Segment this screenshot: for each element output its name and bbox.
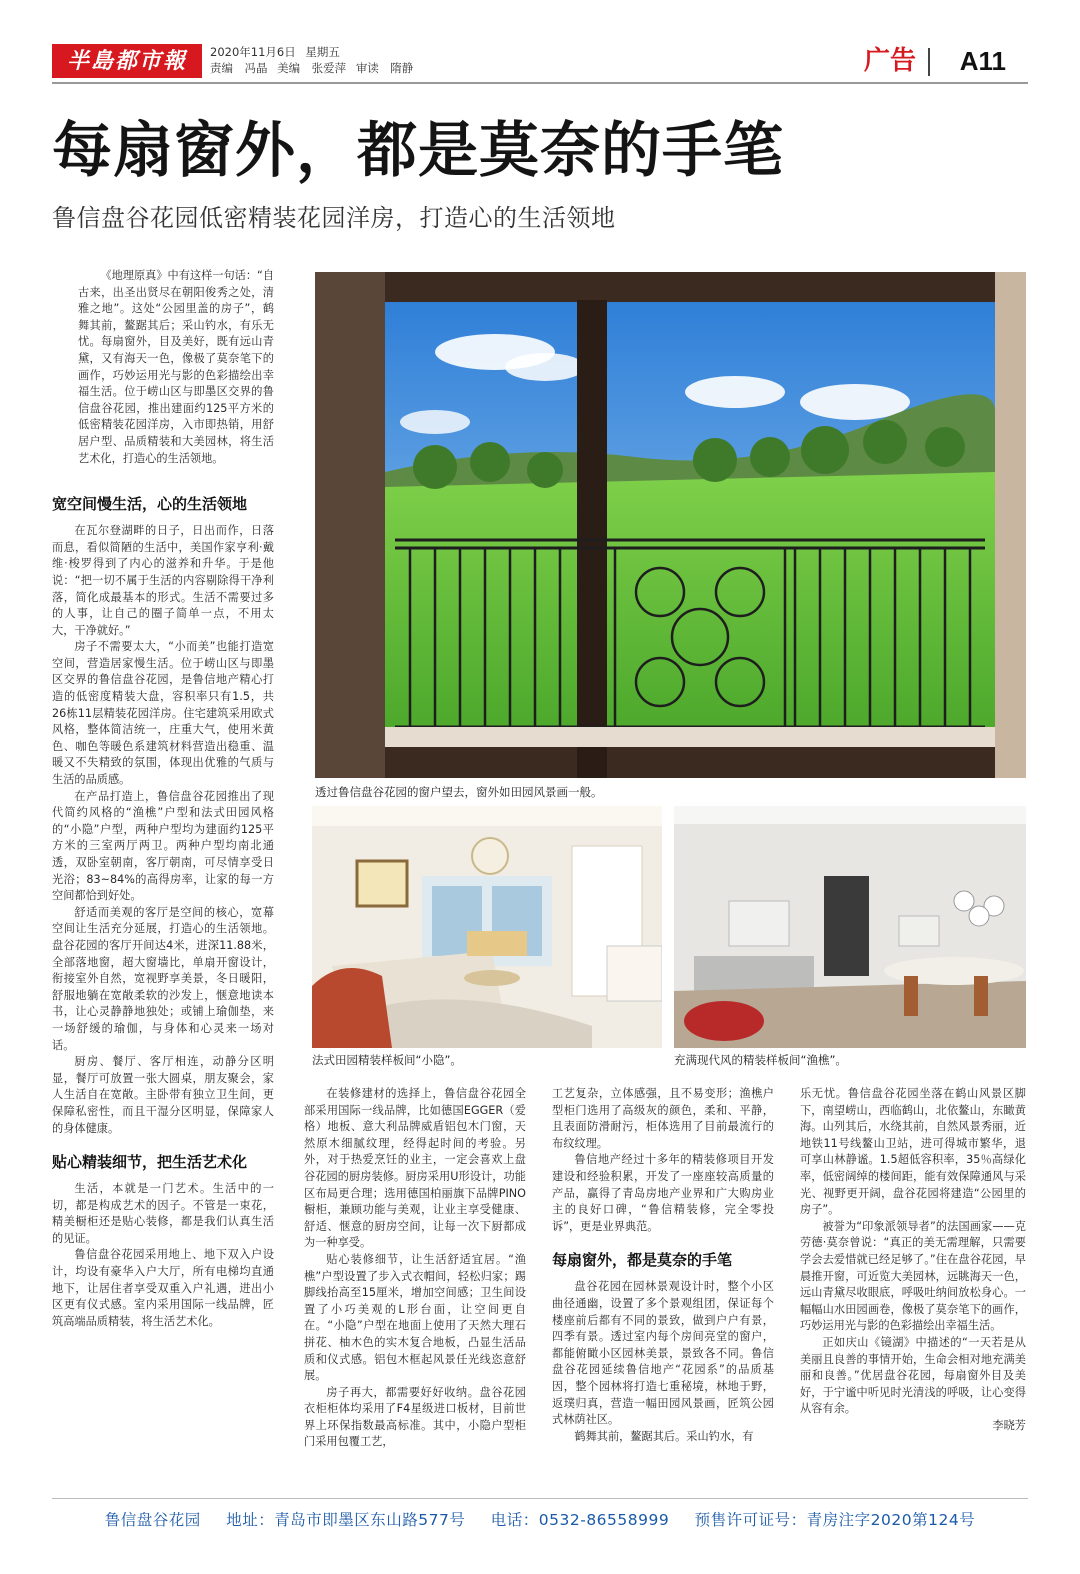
footer-rule — [52, 1498, 1028, 1499]
paragraph: 在装修建材的选择上，鲁信盘谷花园全部采用国际一线品牌，比如德国EGGER（爱格）地板、意大利品牌威盾铝包木门窗，天然原木细腻纹理，经得起时间的考验。另外，对于热爱烹饪的业主，一定会喜欢上盘谷花园的厨房装修。厨房采用U形设计，功能区布局更合理；选用德国柏丽旗下品牌PINO橱柜，兼顾功能与美观，让业主享受健康、舒适、惬意的厨房空间，让每一次下厨都成为一种享受。 — [304, 1087, 526, 1250]
paragraph: 厨房、餐厅、客厅相连，动静分区明显，餐厅可放置一张大圆桌，朋友聚会，家人生活自在宽敞。主卧带有独立卫生间，更保障私密性，而且干湿分区明显，保障家人的身体健康。 — [52, 1055, 274, 1135]
footer-permit: 预售许可证号：青房注字2020第124号 — [694, 1511, 976, 1529]
issue-meta — [210, 44, 419, 76]
paragraph: 鹤舞其前，鳌踞其后。采山钓水，有 — [574, 1429, 754, 1443]
article-column-2 — [304, 1086, 526, 1451]
subheading-monet: 每扇窗外，都是莫奈的手笔 — [552, 1251, 733, 1270]
paragraph: 被誉为“印象派领导者”的法国画家——克劳德·莫奈曾说：“真正的美无需理解，只需要学会去爱惜就已经足够了。”住在盘谷花园，早晨推开窗，可近览大美园林，远眺海天一色，远山青黛尽收眼底，呼吸吐纳间放松身心。一幅幅山水田园画卷，像极了莫奈笔下的画作，巧妙运用光与影的色彩描绘出幸福生活。 — [800, 1219, 1026, 1333]
photo-xiaoyin-room — [312, 806, 662, 1048]
editor-credit: 责编 冯晶 — [210, 61, 268, 75]
photo-yuqiao-room — [674, 806, 1026, 1048]
paragraph: 鲁信盘谷花园采用地上、地下双入户设计，均设有豪华入户大厅，所有电梯均直通地下，让居住者享受双重入户礼遇，进出小区更有仪式感。室内采用国际一线品牌，匠筑高端品质精装，将生活艺术化。 — [52, 1248, 274, 1328]
intro-paragraph — [52, 268, 274, 467]
newspaper-logo: 半島都市報 — [52, 44, 202, 78]
masthead — [52, 44, 1028, 80]
proofreader-credit: 审读 隋静 — [355, 61, 414, 75]
yuqiao-caption: 充满现代风的精装样板间“渔樵”。 — [674, 1053, 847, 1067]
paragraph: 生活，本就是一门艺术。生活中的一切，都是构成艺术的因子。不管是一束花，精美橱柜还是贴心装修，都是我们认真生活的见证。 — [52, 1182, 274, 1245]
paragraph: 乐无忧。鲁信盘谷花园坐落在鹤山风景区脚下，南望崂山，西临鹤山，北依鳌山，东瞰黄海。山列其后，水绕其前，自然风景秀丽，近地铁11号线鳌山卫站，进可得城市繁华，退可享山林静谧。1.5超低容积率，35％高绿化率，低密阔绰的楼间距，能有效保障通风与采光、视野更开阔，盘谷花园将建造“公园里的房子”。 — [800, 1087, 1026, 1217]
xiaoyin-caption: 法式田园精装样板间“小隐”。 — [312, 1053, 462, 1067]
footer-project: 鲁信盘谷花园 — [104, 1511, 201, 1529]
subheading-space: 宽空间慢生活，心的生活领地 — [52, 495, 248, 514]
window-view-illustration — [315, 272, 1026, 778]
header-divider — [928, 48, 930, 76]
main-photo-caption: 透过鲁信盘谷花园的窗户望去，窗外如田园风景画一般。 — [315, 785, 603, 799]
subheadline: 鲁信盘谷花园低密精装花园洋房，打造心的生活领地 — [52, 204, 616, 232]
author-byline: 李晓芳 — [992, 1418, 1026, 1432]
intro-text: 《地理原真》中有这样一句话：“自古来，出圣出贤尽在朝阳俊秀之处，清雅之地”。这处“公园里盖的房子”，鹤舞其前，鳌踞其后；采山钓水，有乐无忧。每扇窗外，目及美好，既有远山青黛，又有海天一色，像极了莫奈笔下的画作，巧妙运用光与影的色彩描绘出幸福生活。位于崂山区与即墨区交界的鲁信盘谷花园，推出建面约125平方米的低密精装花园洋房，入市即热销，用舒居户型、品质精装和大美园林，将生活艺术化，打造心的生活领地。 — [78, 269, 274, 465]
subheading-details: 贴心精装细节，把生活艺术化 — [52, 1153, 248, 1172]
header-rule — [52, 82, 1028, 84]
paragraph: 鲁信地产经过十多年的精装修项目开发建设和经验积累，开发了一座座较高质量的产品，赢得了青岛房地产业界和广大购房业主的良好口碑，“鲁信精装修，完全零投诉”，更是业界典范。 — [552, 1153, 774, 1233]
article-column-1 — [52, 268, 274, 1330]
paragraph: 工艺复杂，立体感强，且不易变形；渔樵户型柜门选用了高级灰的颜色，柔和、平静，且表面防滑耐污，柜体选用了目前最流行的布纹纹理。 — [552, 1087, 774, 1150]
article-column-3 — [552, 1086, 774, 1445]
paragraph: 贴心装修细节，让生活舒适宜居。“渔樵”户型设置了步入式衣帽间，轻松归家；踢脚线抬高至15厘米，增加空间感；卫生间设置了小巧美观的L形台面，让空间更自在。“小隐”户型在地面上使用了天然大理石拼花、柚木色的实木复合地板，凸显生活品质和仪式感。铝包木框起风景任光线恣意舒展。 — [304, 1252, 526, 1383]
ad-footer — [52, 1508, 1028, 1532]
yuqiao-room-illustration — [674, 806, 1026, 1048]
footer-address: 地址：青岛市即墨区东山路577号 — [226, 1511, 466, 1529]
issue-date: 2020年11月6日 — [210, 45, 296, 59]
headline: 每扇窗外，都是莫奈的手笔 — [52, 116, 784, 186]
paragraph: 盘谷花园在园林景观设计时，整个小区曲径通幽，设置了多个景观组团，保证每个楼座前后都有不同的景致，做到户户有景，四季有景。透过室内每个房间亮堂的窗户，都能俯瞰小区园林美景，景致各不同。鲁信盘谷花园延续鲁信地产“花园系”的品质基因，整个园林将打造七重秘境，林地于野，返璞归真，营造一幅田园风景画，匠筑公园式林荫社区。 — [552, 1280, 774, 1427]
paragraph: 舒适而美观的客厅是空间的核心，宽幕空间让生活充分延展，打造心的生活领地。盘谷花园的客厅开间达4米，进深11.88米，全部落地窗，超大窗墙比，单扇开窗设计，衔接室外自然，宽视野享美景，冬日暖阳，舒服地躺在宽敞柔软的沙发上，惬意地读本书，让心灵静静地独处；或铺上瑜伽垫，来一场舒缓的瑜伽，与身体和心灵来一场对话。 — [52, 905, 274, 1052]
issue-weekday: 星期五 — [305, 45, 340, 59]
main-photo-window-view — [315, 272, 1026, 778]
paragraph: 房子再大，都需要好好收纳。盘谷花园衣柜柜体均采用了F4星级进口板材，目前世界上环保指数最高标准。其中，小隐户型柜门采用包覆工艺， — [304, 1385, 526, 1449]
footer-phone: 电话：0532-86558999 — [490, 1511, 670, 1529]
paragraph: 在瓦尔登湖畔的日子，日出而作，日落而息，看似简陋的生活中，美国作家亨利·戴维·梭罗得到了内心的滋养和升华。于是他说：“把一切不属于生活的内容剔除得干净利落，简化成最基本的形式。生活不需要过多的人事，让自己的圈子简单一点，不用太大，干净就好。” — [52, 524, 274, 637]
paragraph: 房子不需要太大，“小而美”也能打造宽空间，营造居家慢生活。位于崂山区与即墨区交界的鲁信盘谷花园，是鲁信地产精心打造的低密度精装大盘，容积率只有1.5，共26栋11层精装花园洋房。住宅建筑采用欧式风格，整体简洁统一，庄重大气，使用米黄色、咖色等暖色系建筑材料营造出稳重、温暖又不失精致的氛围，体现出优雅的气质与生活的品质感。 — [52, 640, 274, 787]
section-label: 广告 — [863, 46, 916, 76]
designer-credit: 美编 张爱萍 — [277, 61, 347, 75]
paragraph: 正如庆山《镜湖》中描述的“一天若是从美丽且良善的事情开始，生命会相对地充满美丽和良善。”优居盘谷花园，每扇窗外目及美好，于宁谧中听见时光清浅的呼吸，让心变得从容有余。 — [800, 1335, 1026, 1416]
paragraph: 在产品打造上，鲁信盘谷花园推出了现代简约风格的“渔樵”户型和法式田园风格的“小隐”户型，两种户型均为建面约125平方米的三室两厅两卫。两种户型均南北通透，双卧室朝南，客厅朝南，可尽情享受日光浴；83~84%的高得房率，让家的每一方空间都恰到好处。 — [52, 789, 274, 903]
article-column-4 — [800, 1086, 1026, 1434]
page-number: A11 — [959, 46, 1006, 76]
xiaoyin-room-illustration — [312, 806, 662, 1048]
